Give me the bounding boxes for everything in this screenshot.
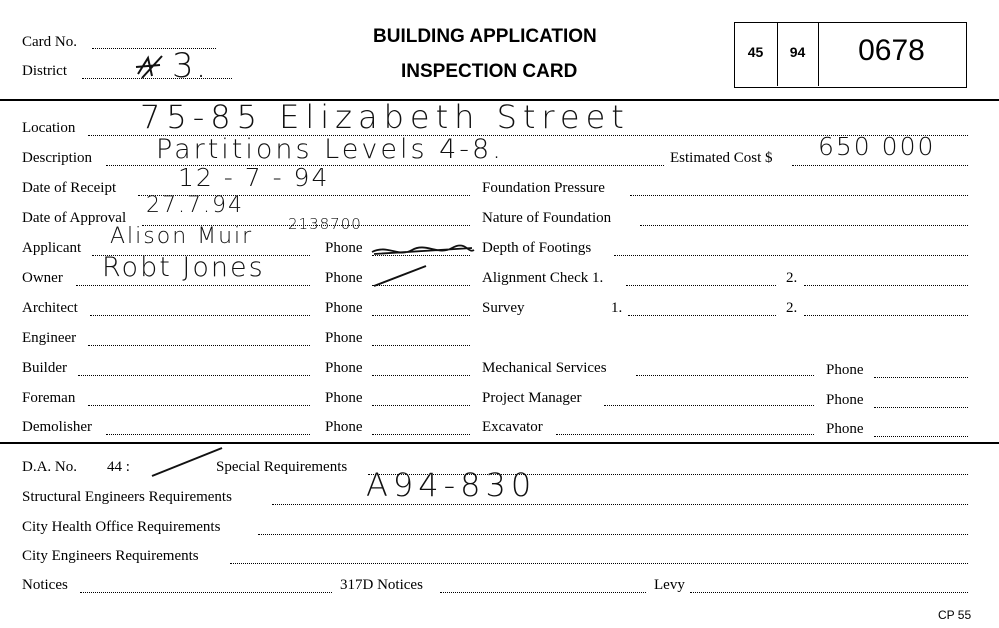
demolisher-phone-label: Phone	[325, 419, 363, 435]
demolisher-label: Demolisher	[22, 419, 92, 435]
builder-label: Builder	[22, 360, 67, 376]
date-approval-value: 27.7.94	[146, 193, 244, 218]
health-requirements-label: City Health Office Requirements	[22, 519, 221, 535]
estimated-cost-value: 650 000	[818, 132, 936, 161]
applicant-value: Alison Muir	[110, 224, 254, 249]
location-value: 75-85 Elizabeth Street	[140, 98, 630, 136]
applicant-label: Applicant	[22, 240, 82, 256]
survey-2-label: 2.	[786, 300, 798, 316]
foreman-phone-label: Phone	[325, 390, 363, 406]
city-engineers-requirements-label: City Engineers Requirements	[22, 548, 199, 564]
da-no-value: 44 :	[107, 459, 130, 475]
description-label: Description	[22, 150, 92, 166]
box-code-a: 45	[747, 44, 764, 60]
owner-value: Robt Jones	[102, 252, 265, 283]
owner-phone-label: Phone	[325, 270, 363, 286]
form-title-line1: BUILDING APPLICATION	[373, 26, 597, 47]
owner-label: Owner	[22, 270, 63, 286]
date-approval-label: Date of Approval	[22, 210, 127, 226]
engineer-phone-label: Phone	[325, 330, 363, 346]
project-manager-phone-label: Phone	[826, 392, 864, 408]
survey-label: Survey	[482, 300, 525, 316]
builder-phone-label: Phone	[325, 360, 363, 376]
special-requirements-label: Special Requirements	[216, 459, 348, 475]
form-code: CP 55	[938, 608, 972, 622]
district-strike-mark	[134, 52, 168, 82]
alignment-check-label: Alignment Check 1.	[482, 270, 604, 286]
date-receipt-label: Date of Receipt	[22, 180, 117, 196]
nature-foundation-label: Nature of Foundation	[482, 210, 612, 226]
owner-phone-dash-mark	[372, 262, 432, 290]
architect-label: Architect	[22, 300, 78, 316]
structural-requirements-value: A94-830	[366, 466, 537, 504]
form-title-line2: INSPECTION CARD	[401, 61, 578, 82]
architect-phone-label: Phone	[325, 300, 363, 316]
mechanical-phone-label: Phone	[826, 362, 864, 378]
survey-1-label: 1.	[611, 300, 623, 316]
description-value: Partitions Levels 4-8.	[156, 134, 504, 165]
estimated-cost-label: Estimated Cost $	[670, 150, 773, 166]
structural-requirements-label: Structural Engineers Requirements	[22, 489, 232, 505]
card-no-label: Card No.	[22, 34, 77, 50]
box-card-number: 0678	[858, 34, 925, 67]
approval-note-value: 2138700	[288, 215, 362, 233]
mechanical-services-label: Mechanical Services	[482, 360, 607, 376]
box-code-b: 94	[789, 44, 806, 60]
project-manager-label: Project Manager	[482, 390, 582, 406]
applicant-phone-scribble	[368, 242, 478, 260]
foreman-label: Foreman	[22, 390, 76, 406]
district-label: District	[22, 63, 67, 79]
levy-label: Levy	[654, 577, 685, 593]
date-receipt-value: 12 - 7 - 94	[178, 163, 330, 192]
excavator-phone-label: Phone	[826, 421, 864, 437]
engineer-label: Engineer	[22, 330, 77, 346]
notices-label: Notices	[22, 577, 68, 593]
location-label: Location	[22, 120, 76, 136]
alignment-check-2-label: 2.	[786, 270, 798, 286]
applicant-phone-label: Phone	[325, 240, 363, 256]
excavator-label: Excavator	[482, 419, 543, 435]
foundation-pressure-label: Foundation Pressure	[482, 180, 605, 196]
district-value: 3.	[172, 46, 209, 86]
notices-317d-label: 317D Notices	[340, 577, 423, 593]
da-no-label: D.A. No.	[22, 459, 77, 475]
depth-footings-label: Depth of Footings	[482, 240, 592, 256]
